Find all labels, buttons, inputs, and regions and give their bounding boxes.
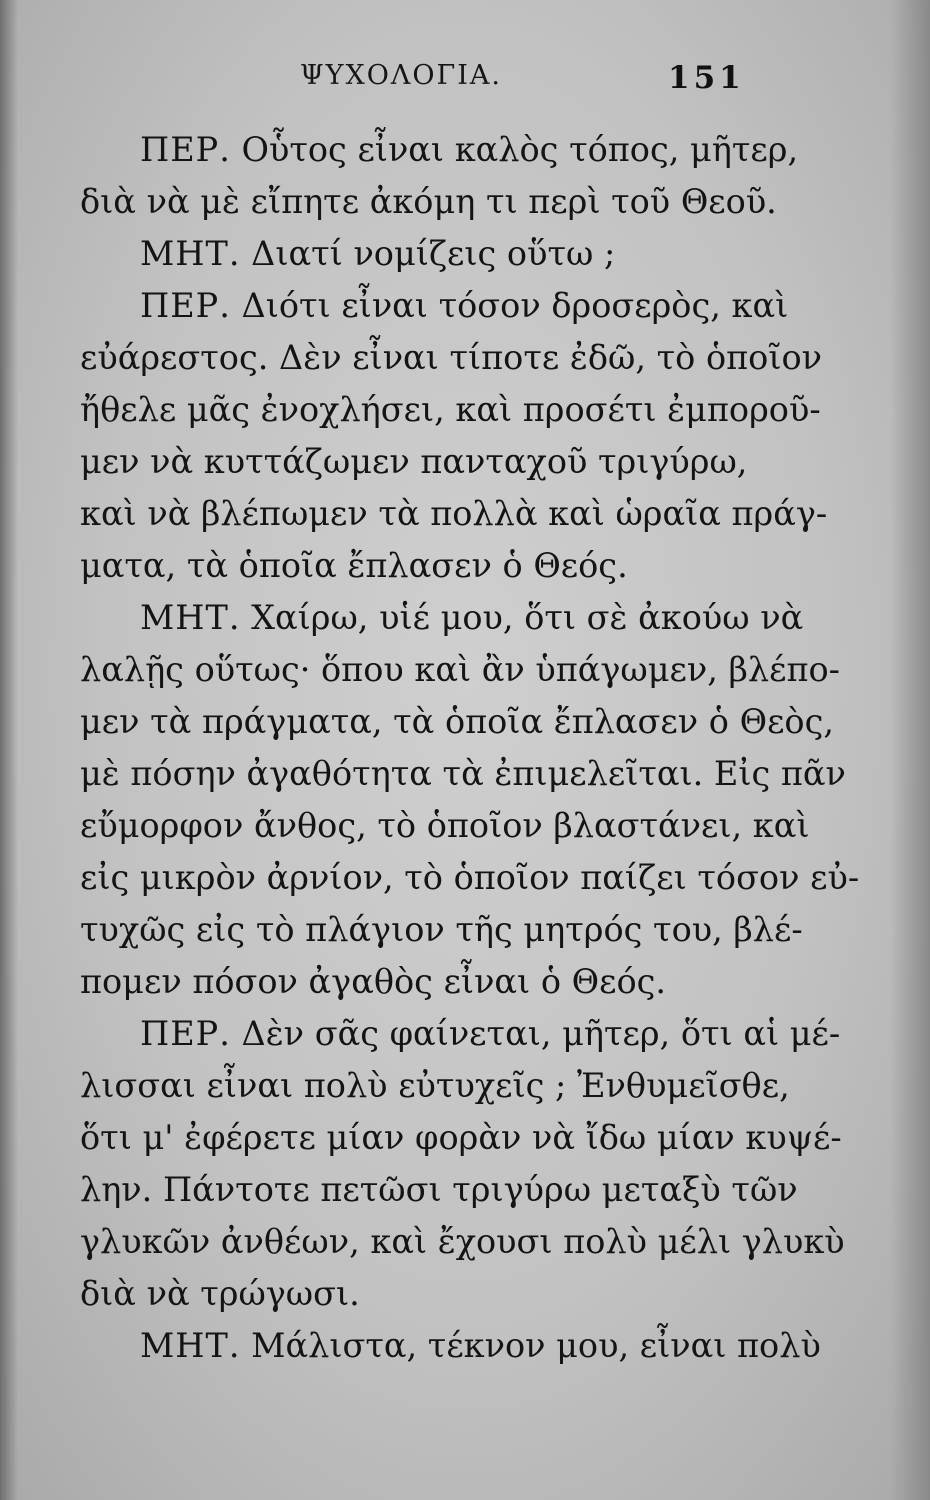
page-number: 151	[668, 60, 745, 96]
text-line	[80, 702, 835, 741]
line-text: Δὲν σᾶς φαίνεται, μῆτερ, ὅτι αἱ μέ-	[241, 1014, 841, 1053]
page-header	[0, 60, 930, 100]
running-head: ΨΥΧΟΛΟΓΙΑ.	[300, 60, 502, 91]
speaker-label: ΠΕΡ.	[140, 130, 231, 169]
text-line	[140, 286, 789, 325]
line-text: μεν τὰ πράγματα, τὰ ὁποῖα ἔπλασεν ὁ Θεὸς,	[80, 702, 835, 741]
speaker-label: ΜΗΤ.	[140, 234, 241, 273]
line-text: καὶ νὰ βλέπωμεν τὰ πολλὰ καὶ ὡραῖα πράγ-	[80, 494, 828, 533]
line-text: ματα, τὰ ὁποῖα ἔπλασεν ὁ Θεός.	[80, 546, 628, 585]
text-line	[80, 754, 846, 793]
text-line	[80, 1118, 842, 1157]
text-line	[140, 234, 616, 273]
line-text: εὔμορφον ἄνθος, τὸ ὁποῖον βλαστάνει, καὶ	[80, 806, 810, 845]
page-left-shadow	[0, 0, 18, 1500]
line-text: Διότι εἶναι τόσον δροσερὸς, καὶ	[241, 286, 789, 325]
text-line	[80, 1066, 790, 1105]
text-line	[80, 494, 828, 533]
text-line	[140, 130, 799, 169]
speaker-label: ΜΗΤ.	[140, 598, 241, 637]
line-text: διὰ νὰ μὲ εἴπητε ἀκόμη τι περὶ τοῦ Θεοῦ.	[80, 182, 777, 221]
line-text: πομεν πόσον ἀγαθὸς εἶναι ὁ Θεός.	[80, 962, 667, 1001]
text-line	[80, 962, 667, 1001]
line-text: τυχῶς εἰς τὸ πλάγιον τῆς μητρός του, βλέ-	[80, 910, 803, 949]
line-text: λην. Πάντοτε πετῶσι τριγύρω μεταξὺ τῶν	[80, 1170, 798, 1209]
line-text: Οὗτος εἶναι καλὸς τόπος, μῆτερ,	[241, 130, 799, 169]
text-line	[140, 1014, 841, 1053]
speaker-label: ΠΕΡ.	[140, 286, 231, 325]
text-line	[80, 1170, 798, 1209]
text-line	[140, 598, 804, 637]
line-text: εἰς μικρὸν ἀρνίον, τὸ ὁποῖον παίζει τόσον εὐ-	[80, 858, 860, 897]
text-line	[80, 338, 822, 377]
line-text: μὲ πόσην ἀγαθότητα τὰ ἐπιμελεῖται. Εἰς πᾶν	[80, 754, 846, 793]
line-text: μεν νὰ κυττάζωμεν πανταχοῦ τριγύρω,	[80, 442, 748, 481]
line-text: Διατί νομίζεις οὕτω ;	[251, 234, 616, 273]
text-line	[80, 1222, 845, 1261]
text-line	[80, 806, 810, 845]
line-text: Χαίρω, υἱέ μου, ὅτι σὲ ἀκούω νὰ	[251, 598, 804, 637]
line-text: διὰ νὰ τρώγωσι.	[80, 1274, 360, 1313]
line-text: ἤθελε μᾶς ἐνοχλήσει, καὶ προσέτι ἐμποροῦ-	[80, 390, 821, 429]
line-text: Μάλιστα, τέκνον μου, εἶναι πολὺ	[251, 1326, 821, 1365]
text-line	[80, 910, 803, 949]
text-line	[140, 1326, 821, 1365]
text-line	[80, 442, 748, 481]
line-text: εὐάρεστος. Δὲν εἶναι τίποτε ἐδῶ, τὸ ὁποῖον	[80, 338, 822, 377]
line-text: ὅτι μ' ἐφέρετε μίαν φορὰν νὰ ἴδω μίαν κυψέ-	[80, 1118, 842, 1157]
text-line	[80, 858, 860, 897]
speaker-label: ΠΕΡ.	[140, 1014, 231, 1053]
line-text: γλυκῶν ἀνθέων, καὶ ἔχουσι πολὺ μέλι γλυκὺ	[80, 1222, 845, 1261]
speaker-label: ΜΗΤ.	[140, 1326, 241, 1365]
text-line	[80, 1274, 360, 1313]
line-text: λαλῇς οὕτως· ὅπου καὶ ἂν ὑπάγωμεν, βλέπο-	[80, 650, 840, 689]
text-line	[80, 182, 777, 221]
text-line	[80, 546, 628, 585]
text-line	[80, 390, 821, 429]
text-line	[80, 650, 840, 689]
page-right-shadow	[890, 0, 930, 1500]
line-text: λισσαι εἶναι πολὺ εὐτυχεῖς ; Ἐνθυμεῖσθε,	[80, 1066, 790, 1105]
